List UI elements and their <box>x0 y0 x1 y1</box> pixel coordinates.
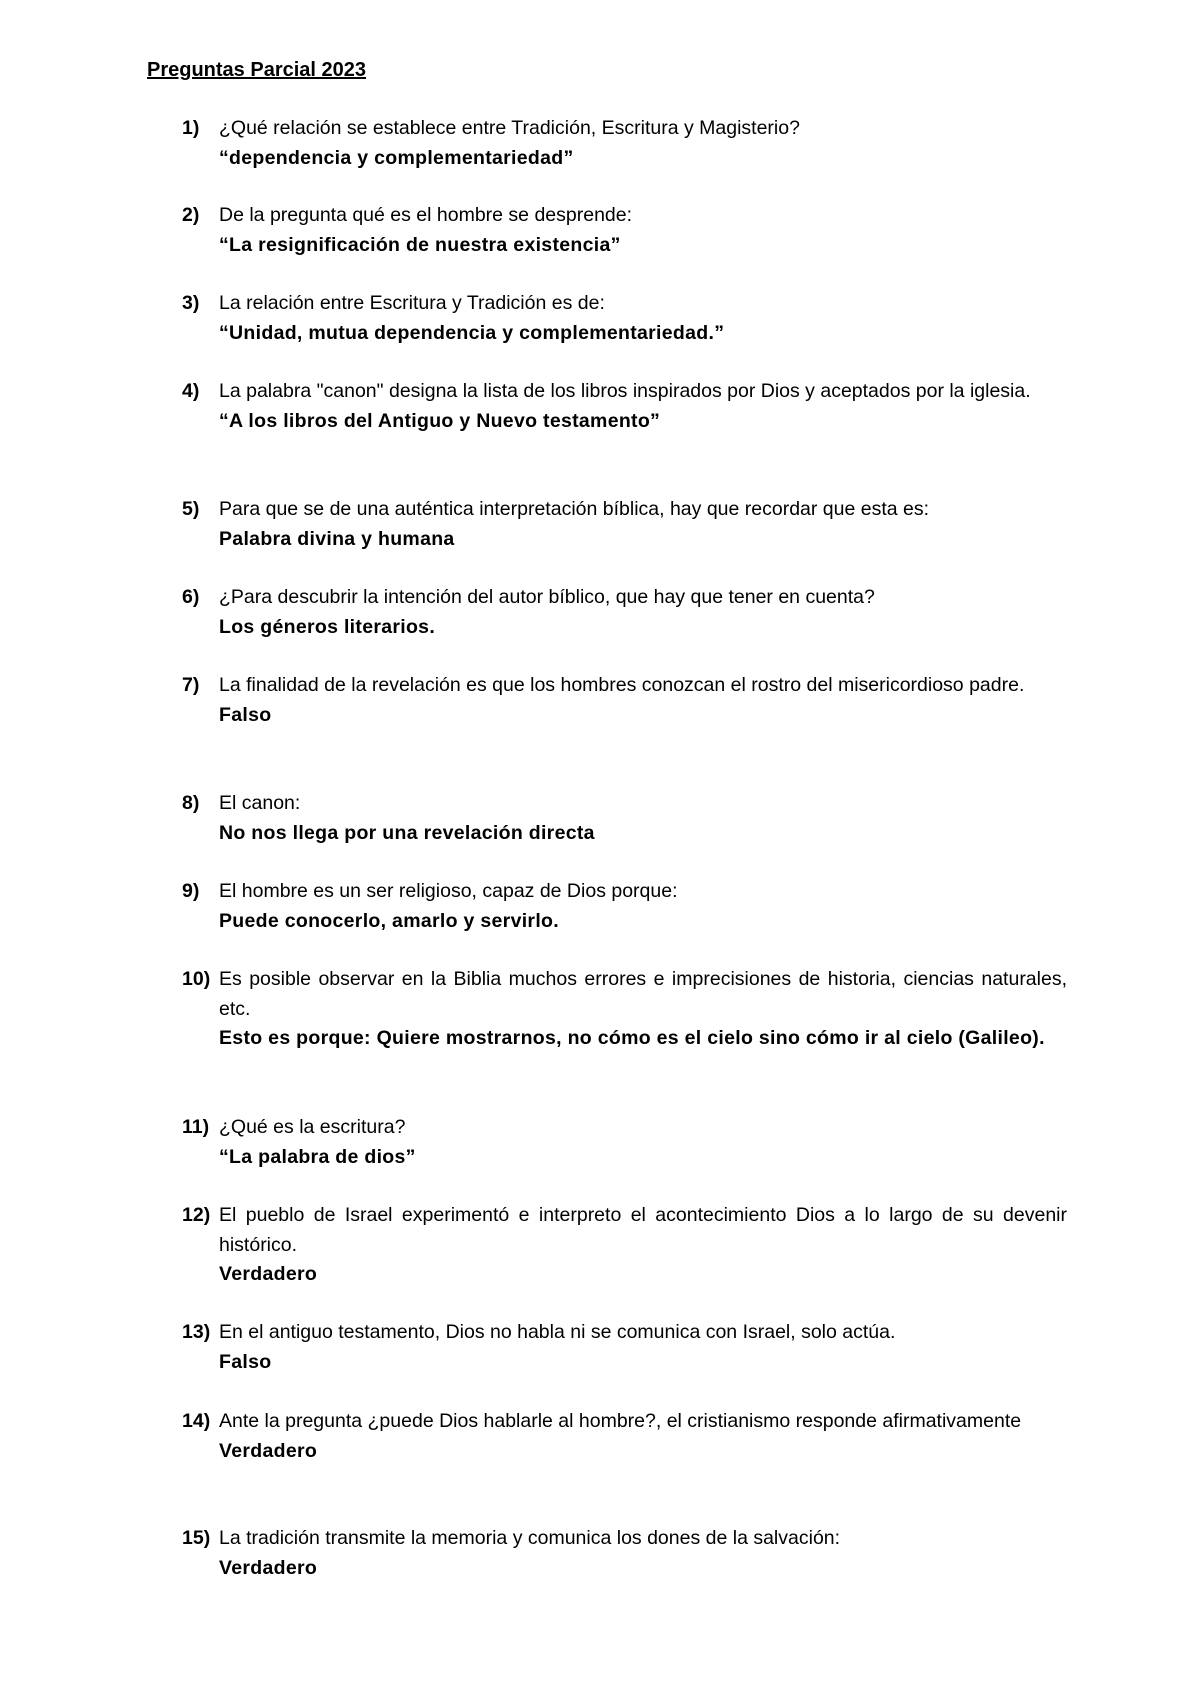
question-text: De la pregunta qué es el hombre se desprende: <box>219 204 633 226</box>
question-text: ¿Para descubrir la intención del autor bíblico, que hay que tener en cuenta? <box>219 586 875 608</box>
question-body <box>219 495 1067 554</box>
question-answer: Los géneros literarios. <box>219 615 436 638</box>
question-number: 10) <box>182 968 211 990</box>
question-answer: “dependencia y complementariedad” <box>219 146 574 169</box>
question-body <box>219 1407 1067 1466</box>
question-body <box>219 965 1067 1054</box>
question-text: ¿Qué es la escritura? <box>219 1116 406 1138</box>
question-answer: Esto es porque: Quiere mostrarnos, no cómo es el cielo sino cómo ir al cielo (Galileo). <box>219 1027 1045 1049</box>
question-body <box>219 1201 1067 1290</box>
question-text: La finalidad de la revelación es que los hombres conozcan el rostro del misericordioso padre. <box>219 674 1025 696</box>
question-body <box>219 671 1067 730</box>
question-text: El pueblo de Israel experimentó e interpreto el acontecimiento Dios a lo largo de su devenir histórico. <box>219 1204 1067 1256</box>
question-body <box>219 114 1067 173</box>
question-answer: “La resignificación de nuestra existencia” <box>219 233 621 256</box>
question-text: El canon: <box>219 792 301 814</box>
document-title: Preguntas Parcial 2023 <box>147 59 367 81</box>
question-text: La tradición transmite la memoria y comunica los dones de la salvación: <box>219 1527 841 1549</box>
question-answer: Falso <box>219 703 272 726</box>
question-number: 2) <box>182 204 200 226</box>
question-answer: “A los libros del Antiguo y Nuevo testamento” <box>219 409 661 432</box>
question-text: En el antiguo testamento, Dios no habla ni se comunica con Israel, solo actúa. <box>219 1321 896 1343</box>
question-number: 9) <box>182 880 200 902</box>
question-body <box>219 877 1067 936</box>
question-number: 3) <box>182 292 200 314</box>
question-text: El hombre es un ser religioso, capaz de Dios porque: <box>219 880 678 902</box>
question-body <box>219 789 1067 848</box>
question-number: 4) <box>182 380 200 402</box>
question-text: ¿Qué relación se establece entre Tradición, Escritura y Magisterio? <box>219 117 800 139</box>
question-text: La relación entre Escritura y Tradición es de: <box>219 292 605 314</box>
question-answer: “Unidad, mutua dependencia y complementariedad.” <box>219 321 725 344</box>
question-body <box>219 1524 1067 1583</box>
question-text: Ante la pregunta ¿puede Dios hablarle al hombre?, el cristianismo responde afirmativamente <box>219 1410 1022 1432</box>
question-text: La palabra "canon" designa la lista de los libros inspirados por Dios y aceptados por la iglesia. <box>219 380 1031 402</box>
question-number: 14) <box>182 1410 211 1432</box>
question-number: 15) <box>182 1527 211 1549</box>
question-number: 13) <box>182 1321 211 1343</box>
question-body <box>219 1113 1067 1172</box>
question-answer: Verdadero <box>219 1263 318 1285</box>
question-answer: Palabra divina y humana <box>219 527 455 550</box>
question-answer: “La palabra de dios” <box>219 1145 416 1168</box>
question-answer: Verdadero <box>219 1556 318 1579</box>
question-body <box>219 377 1067 436</box>
question-body <box>219 201 1067 260</box>
question-body <box>219 289 1067 348</box>
question-number: 5) <box>182 498 200 520</box>
question-text: Para que se de una auténtica interpretación bíblica, hay que recordar que esta es: <box>219 498 930 520</box>
question-answer: Verdadero <box>219 1439 318 1462</box>
question-answer: Falso <box>219 1350 272 1373</box>
question-number: 11) <box>182 1116 210 1138</box>
question-number: 1) <box>182 117 200 139</box>
question-number: 8) <box>182 792 200 814</box>
question-text: Es posible observar en la Biblia muchos errores e imprecisiones de historia, ciencias naturales, etc. <box>219 968 1067 1020</box>
question-body <box>219 1318 1067 1377</box>
question-number: 6) <box>182 586 200 608</box>
question-number: 7) <box>182 674 200 696</box>
question-body <box>219 583 1067 642</box>
question-answer: Puede conocerlo, amarlo y servirlo. <box>219 909 559 932</box>
question-answer: No nos llega por una revelación directa <box>219 821 595 844</box>
question-number: 12) <box>182 1204 211 1226</box>
